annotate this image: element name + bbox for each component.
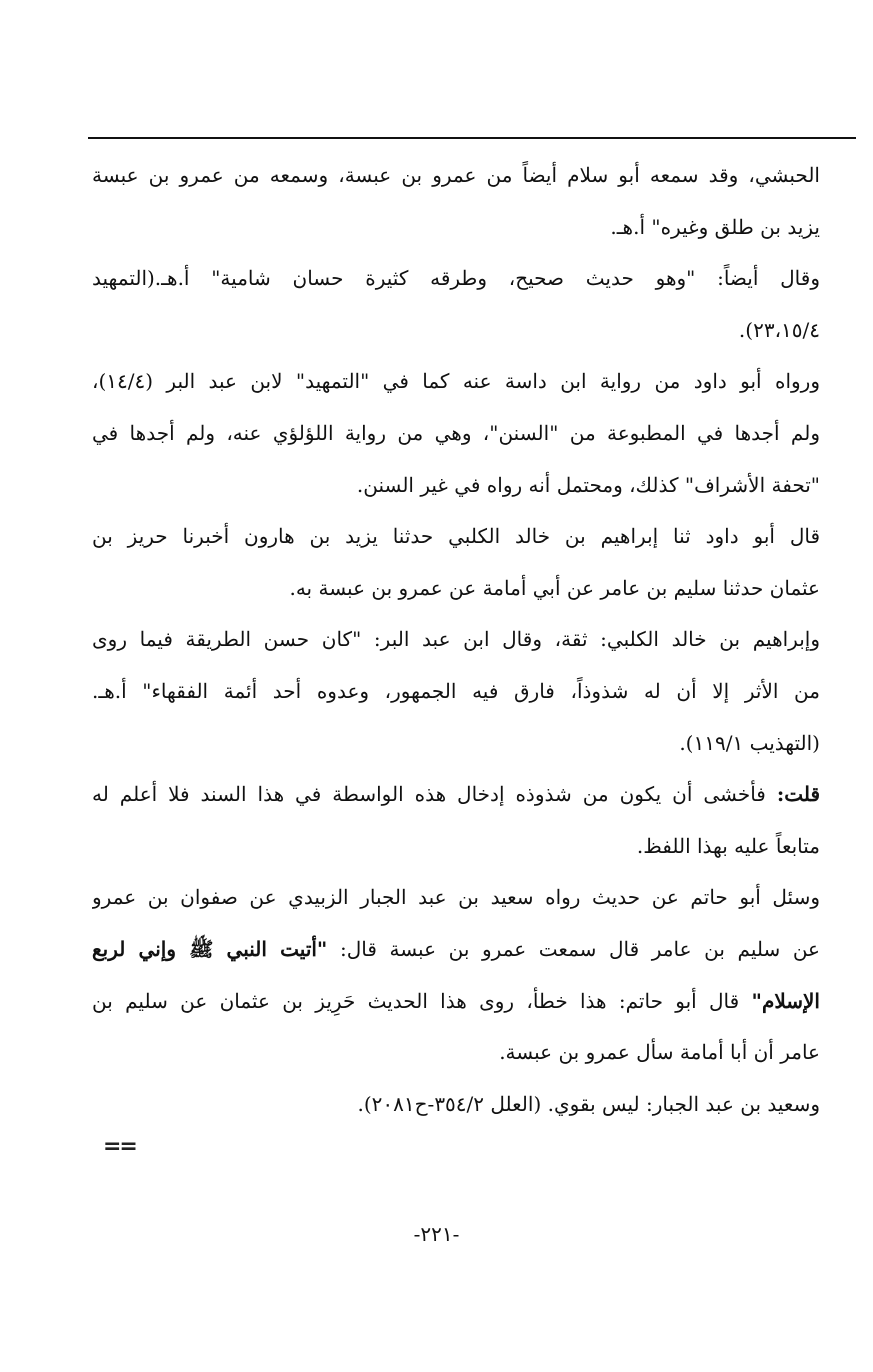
text-line-4: ٢٣،١٥/٤). xyxy=(738,317,820,342)
page-number: -٢٢١- xyxy=(413,1222,460,1246)
text-line-9: عثمان حدثنا سليم بن عامر عن أبي أمامة عن عمرو بن عبسة به. xyxy=(289,575,820,600)
text-line-1: الحبشي، وقد سمعه أبو سلام أيضاً من عمرو بن عبسة، وسمعه من عمرو بن عبسة xyxy=(92,163,820,187)
header-rule xyxy=(88,137,856,139)
text-line-14: متابعاً عليه بهذا اللفظ. xyxy=(636,833,820,858)
text-line-5: ورواه أبو داود من رواية ابن داسة عنه كما في "التمهيد" لابن عبد البر (١٤/٤)، xyxy=(92,369,820,394)
text-line-13-body: فأخشى أن يكون من شذوذه إدخال هذه الواسطة في هذا السند فلا أعلم له xyxy=(92,782,766,807)
text-line-7: "تحفة الأشراف" كذلك، ومحتمل أنه رواه في غير السنن. xyxy=(356,472,820,497)
text-line-15: وسئل أبو حاتم عن حديث رواه سعيد بن عبد الجبار الزبيدي عن صفوان بن عمرو xyxy=(92,885,820,910)
text-line-12: (التهذيب ١١٩/١). xyxy=(679,730,820,755)
text-line-16-body: عن سليم بن عامر قال سمعت عمرو بن عبسة قال: xyxy=(339,936,820,961)
text-line-2: يزيد بن طلق وغيره" أ.هـ. xyxy=(610,214,820,239)
text-line-17-body: قال أبو حاتم: هذا خطأ، روى هذا الحديث حَرِيز بن عثمان عن سليم بن xyxy=(92,988,740,1013)
text-line-8: قال أبو داود ثنا إبراهيم بن خالد الكلبي حدثنا يزيد بن هارون أخبرنا حريز بن xyxy=(92,524,820,549)
hadith-quote-end: الإسلام" xyxy=(751,988,820,1013)
qult-label: قلت: xyxy=(776,782,820,807)
text-line-11: من الأثر إلا أن له شذوذاً، فارق فيه الجمهور، وعدوه أحد أئمة الفقهاء" أ.هـ. xyxy=(92,678,820,703)
text-line-18: عامر أن أبا أمامة سأل عمرو بن عبسة. xyxy=(499,1040,820,1065)
text-line-19: وسعيد بن عبد الجبار: ليس بقوي. (العلل ٣٥٤/٢-ح٢٠٨١). xyxy=(357,1091,820,1116)
text-line-10: وإبراهيم بن خالد الكلبي: ثقة، وقال ابن عبد البر: "كان حسن الطريقة فيما روى xyxy=(92,627,820,652)
text-line-16 xyxy=(92,924,820,976)
text-line-17 xyxy=(92,976,820,1028)
text-line-13 xyxy=(92,769,820,821)
hadith-quote-start: "أتيت النبي ﷺ وإني لربع xyxy=(92,936,328,961)
main-text xyxy=(92,150,820,1130)
section-end-mark: == xyxy=(103,1134,136,1159)
text-line-6: ولم أجدها في المطبوعة من "السنن"، وهي من رواية اللؤلؤي عنه، ولم أجدها في xyxy=(92,420,820,445)
text-line-3: وقال أيضاً: "وهو حديث صحيح، وطرقه كثيرة حسان شامية" أ.هـ.(التمهيد xyxy=(92,266,820,291)
